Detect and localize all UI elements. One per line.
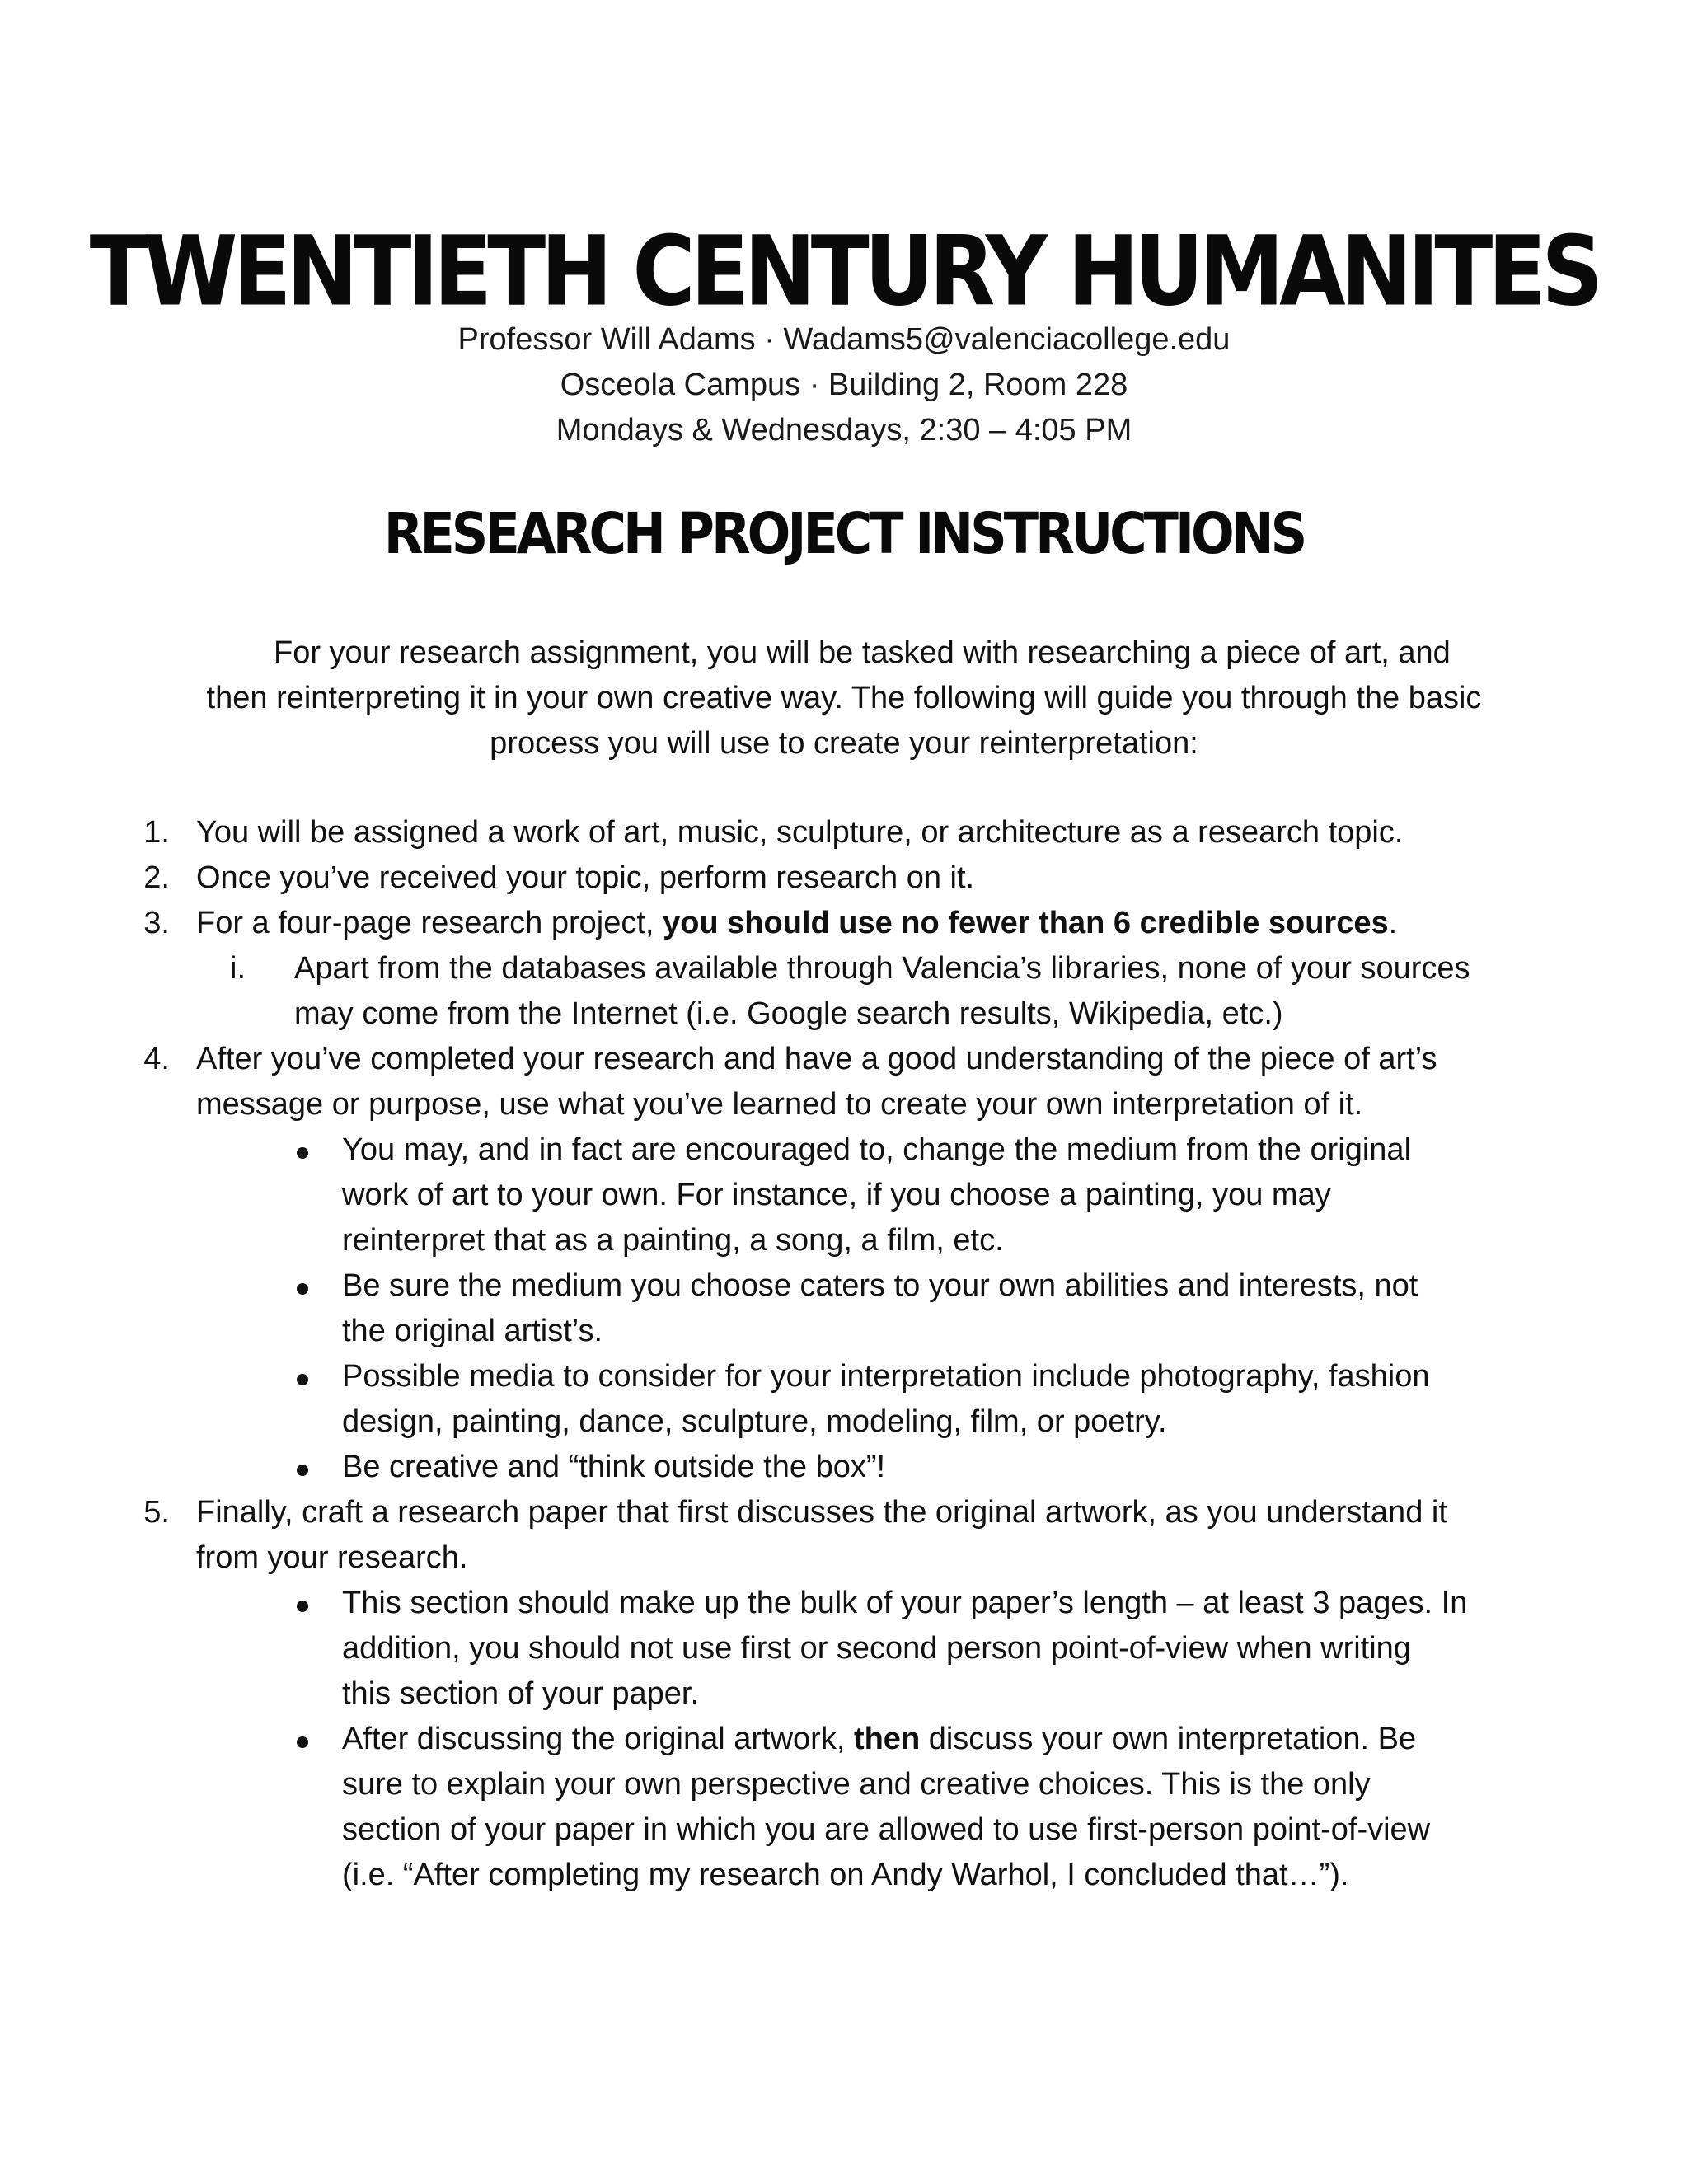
intro-line: process you will use to create your reinterpretation: — [490, 726, 1198, 761]
intro-line: For your research assignment, you will be tasked with researching a piece of art, and — [274, 635, 1451, 670]
bullet-item-text: reinterpret that as a painting, a song, a film, etc. — [342, 1223, 1004, 1258]
bullet-item-text-part: After discussing the original artwork, — [342, 1722, 854, 1756]
bullet-item-text: Be sure the medium you choose caters to your own abilities and interests, not — [342, 1268, 1418, 1303]
list-item-text: After you’ve completed your research and have a good understanding of the piece of art’s — [196, 1042, 1437, 1076]
professor-contact-line: Professor Will Adams · Wadams5@valenciacollege.edu — [457, 322, 1231, 357]
list-item-text: message or purpose, use what you’ve learned to create your own interpretation of it. — [196, 1087, 1363, 1122]
bullet-icon — [293, 1374, 310, 1390]
bullet-item-text: Possible media to consider for your interpretation include photography, fashion — [342, 1359, 1430, 1394]
sublist-numeral: i. — [230, 951, 246, 986]
bullet-item-text-part: discuss your own interpretation. Be — [920, 1722, 1417, 1756]
bullet-icon — [293, 1283, 310, 1300]
bullet-item-text: the original artist’s. — [342, 1314, 603, 1348]
bullet-item-text: design, painting, dance, sculpture, modeling, film, or poetry. — [342, 1404, 1167, 1439]
bullet-icon — [293, 1736, 310, 1753]
list-item-text: Finally, craft a research paper that first discusses the original artwork, as you understand it — [196, 1495, 1447, 1530]
list-number: 5. — [143, 1495, 170, 1530]
sublist-item-text: Apart from the databases available through Valencia’s libraries, none of your sources — [294, 951, 1470, 986]
emphasis-text: you should use no fewer than 6 credible sources — [663, 906, 1389, 940]
bullet-icon — [293, 1147, 310, 1164]
campus-location-line: Osceola Campus · Building 2, Room 228 — [560, 368, 1128, 402]
course-info — [0, 317, 1688, 453]
bullet-item-text: addition, you should not use first or second person point-of-view when writing — [342, 1631, 1411, 1666]
intro-paragraph — [157, 630, 1531, 766]
bullet-icon — [293, 1601, 310, 1617]
bullet-item-text: sure to explain your own perspective and creative choices. This is the only — [342, 1767, 1371, 1802]
list-item-text: Once you’ve received your topic, perform research on it. — [196, 860, 975, 895]
sublist-item-text: may come from the Internet (i.e. Google search results, Wikipedia, etc.) — [294, 996, 1283, 1031]
list-item-text: from your research. — [196, 1540, 468, 1575]
list-number: 2. — [143, 860, 170, 895]
bullet-item-text: You may, and in fact are encouraged to, change the medium from the original — [342, 1132, 1412, 1167]
list-number: 3. — [143, 906, 170, 940]
class-schedule-line: Mondays & Wednesdays, 2:30 – 4:05 PM — [556, 413, 1132, 448]
bullet-item-text: (i.e. “After completing my research on Andy Warhol, I concluded that…”). — [342, 1858, 1349, 1892]
bullet-item-text: Be creative and “think outside the box”! — [342, 1450, 886, 1484]
bullet-item-text: section of your paper in which you are allowed to use first-person point-of-view — [342, 1812, 1431, 1847]
bullet-icon — [293, 1465, 310, 1481]
intro-line: then reinterpreting it in your own creative way. The following will guide you through the basic — [206, 681, 1482, 715]
section-title: RESEARCH PROJECT INSTRUCTIONS — [383, 500, 1305, 567]
list-number: 1. — [143, 815, 170, 850]
bullet-item-text: This section should make up the bulk of your paper’s length – at least 3 pages. In — [342, 1586, 1468, 1620]
bullet-item-text — [342, 1717, 1416, 1762]
page-title: TWENTIETH CENTURY HUMANITES — [89, 214, 1599, 328]
bullet-item-text: work of art to your own. For instance, if you choose a painting, you may — [342, 1178, 1331, 1212]
emphasis-text: then — [853, 1722, 921, 1756]
list-item-text — [196, 901, 1397, 946]
list-item-text-part: . — [1388, 906, 1398, 940]
list-item-text: You will be assigned a work of art, music, sculpture, or architecture as a research topic. — [196, 815, 1404, 850]
bullet-item-text: this section of your paper. — [342, 1676, 700, 1711]
list-number: 4. — [143, 1042, 170, 1076]
list-item-text-part: For a four-page research project, — [196, 906, 663, 940]
